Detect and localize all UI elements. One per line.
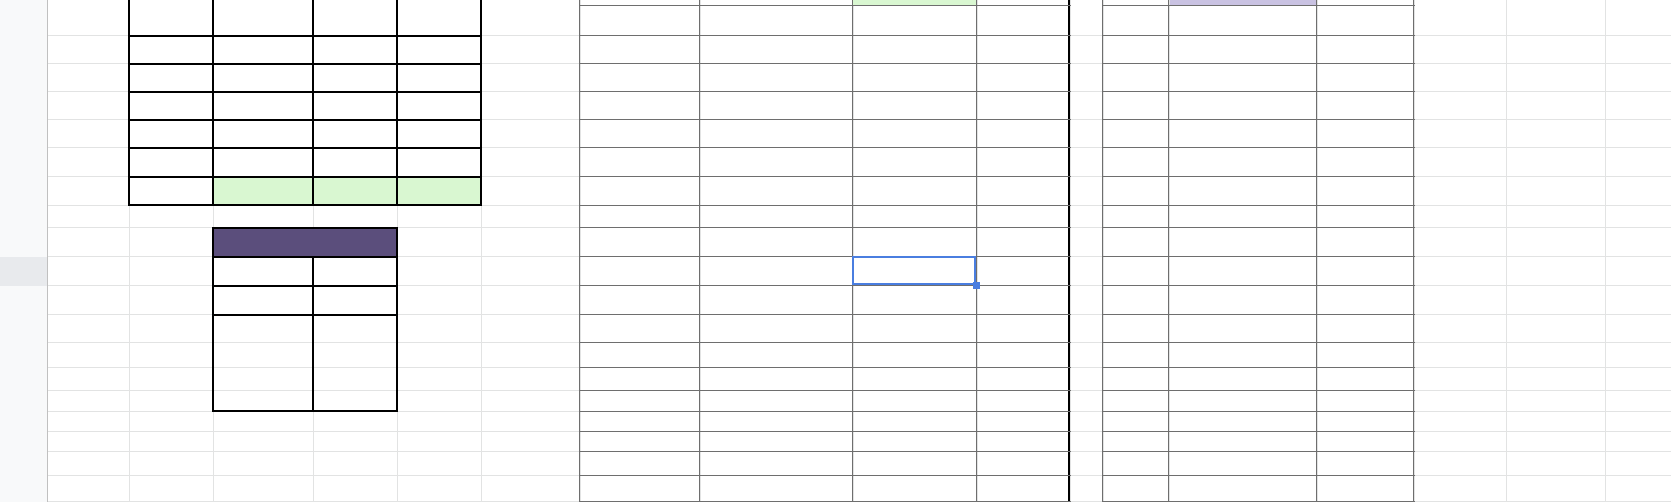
ufo-date[interactable] [1318, 286, 1414, 315]
ufo-name[interactable] [1172, 92, 1316, 120]
ufo-date[interactable] [1318, 64, 1414, 92]
ufo-date[interactable] [1318, 476, 1414, 502]
month-label[interactable] [133, 36, 211, 64]
ufo-date[interactable] [1318, 36, 1414, 64]
row-number[interactable] [0, 391, 47, 412]
project-number[interactable] [581, 286, 699, 315]
project-name[interactable] [705, 0, 851, 36]
project-date[interactable] [978, 368, 1069, 391]
project-table-border [579, 0, 580, 502]
ufo-date[interactable] [1318, 228, 1414, 257]
signature-text[interactable] [133, 452, 453, 476]
project-date[interactable] [978, 64, 1069, 92]
ufo-number[interactable] [1104, 315, 1168, 343]
ufo-status[interactable] [1419, 343, 1669, 368]
project-category[interactable] [854, 432, 976, 452]
ufo-date[interactable] [1318, 315, 1414, 343]
project-number[interactable] [581, 432, 699, 452]
project-date[interactable] [978, 257, 1069, 286]
ufo-date[interactable] [1318, 343, 1414, 368]
project-table-border [852, 0, 853, 502]
row-number[interactable] [0, 120, 47, 148]
row-number[interactable] [0, 36, 47, 64]
ufo-status[interactable] [1419, 286, 1669, 315]
ufo-date[interactable] [1318, 206, 1414, 228]
row-number[interactable] [0, 412, 47, 432]
project-name[interactable] [705, 476, 851, 502]
ufo-date[interactable] [1318, 257, 1414, 286]
ufo-name[interactable] [1172, 368, 1316, 391]
project-name[interactable] [705, 315, 851, 343]
row-number[interactable] [0, 92, 47, 120]
ufo-status[interactable] [1419, 228, 1669, 257]
ufo-number[interactable] [1104, 368, 1168, 391]
ufo-name[interactable] [1172, 148, 1316, 177]
row-number[interactable] [0, 343, 47, 368]
row-number[interactable] [0, 177, 47, 206]
ufo-number[interactable] [1104, 148, 1168, 177]
ufo-number[interactable] [1104, 391, 1168, 412]
ufo-name[interactable] [1172, 120, 1316, 148]
project-name[interactable] [705, 120, 851, 148]
ufo-date[interactable] [1318, 452, 1414, 476]
ufo-status[interactable] [1419, 92, 1669, 120]
month-count[interactable] [399, 64, 479, 92]
project-date[interactable] [978, 206, 1069, 228]
row-number[interactable] [0, 476, 47, 502]
ufo-number[interactable] [1104, 432, 1168, 452]
month-label[interactable] [315, 36, 395, 64]
project-number[interactable] [581, 315, 699, 343]
project-name[interactable] [705, 412, 851, 432]
project-number[interactable] [581, 412, 699, 432]
project-name[interactable] [705, 177, 851, 206]
row-number[interactable] [0, 432, 47, 452]
project-number[interactable] [581, 64, 699, 92]
project-number[interactable] [581, 36, 699, 64]
ufo-name[interactable] [1172, 286, 1316, 315]
month-count[interactable] [215, 64, 311, 92]
project-name[interactable] [705, 206, 851, 228]
ufo-status[interactable] [1419, 391, 1669, 412]
month-count[interactable] [399, 36, 479, 64]
project-name[interactable] [705, 148, 851, 177]
project-number[interactable] [581, 476, 699, 502]
project-date[interactable] [978, 148, 1069, 177]
gridline-vertical [700, 0, 701, 502]
subtotal-left[interactable] [215, 148, 311, 177]
ufo-status[interactable] [1419, 368, 1669, 391]
ufo-status[interactable] [1419, 257, 1669, 286]
ufo-name[interactable] [1172, 412, 1316, 432]
ufo-name[interactable] [1172, 315, 1316, 343]
project-category[interactable] [854, 412, 976, 432]
ufo-date[interactable] [1318, 368, 1414, 391]
project-category[interactable] [854, 228, 976, 257]
ufo-status[interactable] [1419, 412, 1669, 432]
finished-value[interactable] [313, 286, 397, 315]
project-date[interactable] [978, 286, 1069, 315]
ufo-name[interactable] [1172, 257, 1316, 286]
ufo-status[interactable] [1419, 315, 1669, 343]
ufo-number[interactable] [1104, 476, 1168, 502]
project-category[interactable] [854, 148, 976, 177]
project-category[interactable] [854, 64, 976, 92]
project-name[interactable] [705, 452, 851, 476]
row-number[interactable] [0, 315, 47, 343]
project-category[interactable] [854, 391, 976, 412]
row-number[interactable] [0, 64, 47, 92]
project-category[interactable] [854, 36, 976, 64]
phd-border [212, 410, 398, 412]
month-label[interactable] [315, 0, 395, 36]
row-number[interactable] [0, 286, 47, 315]
project-name[interactable] [705, 36, 851, 64]
project-date[interactable] [978, 120, 1069, 148]
row-number[interactable] [0, 228, 47, 257]
project-name[interactable] [705, 92, 851, 120]
project-number[interactable] [581, 92, 699, 120]
project-date[interactable] [978, 452, 1069, 476]
project-category[interactable] [854, 177, 976, 206]
ufo-name[interactable] [1172, 177, 1316, 206]
project-date[interactable] [978, 92, 1069, 120]
project-name[interactable] [705, 432, 851, 452]
ufo-number[interactable] [1104, 286, 1168, 315]
ufo-name[interactable] [1172, 228, 1316, 257]
ufo-number[interactable] [1104, 120, 1168, 148]
project-number[interactable] [581, 0, 699, 36]
ufo-number[interactable] [1104, 64, 1168, 92]
project-date[interactable] [978, 36, 1069, 64]
project-category[interactable] [854, 92, 976, 120]
project-category[interactable] [854, 206, 976, 228]
project-number[interactable] [581, 391, 699, 412]
project-name[interactable] [705, 257, 851, 286]
month-count[interactable] [215, 120, 311, 148]
month-count[interactable] [215, 0, 311, 36]
ufo-status[interactable] [1419, 476, 1669, 502]
ufo-name[interactable] [1172, 391, 1316, 412]
month-count[interactable] [215, 92, 311, 120]
row-number[interactable] [0, 148, 47, 177]
ufo-table-border [1102, 0, 1103, 502]
month-count[interactable] [399, 0, 479, 36]
project-category[interactable] [854, 315, 976, 343]
project-category[interactable] [854, 452, 976, 476]
ufo-number[interactable] [1104, 0, 1168, 36]
project-name[interactable] [705, 368, 851, 391]
month-label[interactable] [133, 0, 211, 36]
ufo-status[interactable] [1419, 177, 1669, 206]
project-date[interactable] [978, 228, 1069, 257]
project-date[interactable] [978, 315, 1069, 343]
month-label[interactable] [133, 64, 211, 92]
ufo-table-border [1316, 0, 1317, 502]
project-name[interactable] [705, 343, 851, 368]
left-label[interactable] [213, 364, 313, 388]
project-table-border [699, 0, 700, 502]
total-value[interactable] [399, 177, 479, 206]
ufo-name[interactable] [1172, 452, 1316, 476]
selection-handle[interactable] [973, 282, 980, 289]
ufo-number[interactable] [1104, 36, 1168, 64]
month-count[interactable] [215, 36, 311, 64]
ufo-number[interactable] [1104, 452, 1168, 476]
month-count[interactable] [399, 120, 479, 148]
project-category[interactable] [854, 343, 976, 368]
ufo-date[interactable] [1318, 177, 1414, 206]
ufo-date[interactable] [1318, 432, 1414, 452]
project-date[interactable] [978, 476, 1069, 502]
project-name[interactable] [705, 286, 851, 315]
ufo-status[interactable] [1419, 452, 1669, 476]
left-value[interactable] [313, 350, 397, 378]
month-label[interactable] [315, 64, 395, 92]
ufo-status[interactable] [1419, 432, 1669, 452]
ufo-name[interactable] [1172, 64, 1316, 92]
gridline-vertical [1169, 0, 1170, 502]
left-label[interactable] [213, 316, 313, 340]
row-number[interactable] [0, 206, 47, 228]
ufo-date[interactable] [1318, 92, 1414, 120]
project-number[interactable] [581, 228, 699, 257]
ufo-number[interactable] [1104, 177, 1168, 206]
project-name[interactable] [705, 228, 851, 257]
project-name[interactable] [705, 64, 851, 92]
ufo-number[interactable] [1104, 206, 1168, 228]
ufo-name[interactable] [1172, 476, 1316, 502]
project-category[interactable] [854, 286, 976, 315]
project-number[interactable] [581, 343, 699, 368]
project-date[interactable] [978, 412, 1069, 432]
phd-title[interactable] [213, 228, 397, 257]
month-label[interactable] [315, 92, 395, 120]
ufo-name[interactable] [1172, 36, 1316, 64]
project-number[interactable] [581, 452, 699, 476]
project-category[interactable] [854, 120, 976, 148]
project-number[interactable] [581, 177, 699, 206]
total-label[interactable] [131, 177, 213, 206]
goal-label[interactable] [217, 257, 311, 286]
project-category[interactable] [854, 0, 976, 36]
ufo-number[interactable] [1104, 343, 1168, 368]
project-date[interactable] [978, 177, 1069, 206]
ufo-date[interactable] [1318, 412, 1414, 432]
ufo-number[interactable] [1104, 257, 1168, 286]
project-name[interactable] [705, 391, 851, 412]
month-count[interactable] [399, 92, 479, 120]
ufo-date[interactable] [1318, 391, 1414, 412]
project-number[interactable] [581, 257, 699, 286]
gridline-vertical [1070, 0, 1071, 502]
month-label[interactable] [315, 120, 395, 148]
project-date[interactable] [978, 391, 1069, 412]
ufo-status[interactable] [1419, 206, 1669, 228]
project-date[interactable] [978, 0, 1069, 36]
month-label[interactable] [133, 92, 211, 120]
ufo-date[interactable] [1318, 120, 1414, 148]
project-table-border [976, 0, 977, 502]
project-number[interactable] [581, 206, 699, 228]
ufo-status[interactable] [1419, 0, 1669, 36]
project-number[interactable] [581, 368, 699, 391]
ufo-name[interactable] [1172, 432, 1316, 452]
row-number[interactable] [0, 452, 47, 476]
month-label[interactable] [133, 120, 211, 148]
project-category[interactable] [854, 476, 976, 502]
finished-label[interactable] [217, 286, 311, 315]
project-number[interactable] [581, 120, 699, 148]
ufo-status[interactable] [1419, 64, 1669, 92]
left-label[interactable] [213, 340, 313, 364]
ufo-number[interactable] [1104, 412, 1168, 432]
ufo-number[interactable] [1104, 92, 1168, 120]
selected-cell[interactable] [852, 256, 976, 285]
ufo-date[interactable] [1318, 148, 1414, 177]
row-number[interactable] [0, 0, 47, 36]
ufo-status[interactable] [1419, 148, 1669, 177]
goal-value[interactable] [313, 257, 397, 286]
ufo-table-border [1168, 0, 1169, 502]
ufo-name[interactable] [1172, 0, 1316, 36]
ufo-status[interactable] [1419, 120, 1669, 148]
row-number[interactable] [0, 368, 47, 391]
project-date[interactable] [978, 432, 1069, 452]
project-number[interactable] [581, 148, 699, 177]
gridline-vertical [1414, 0, 1415, 502]
ufo-name[interactable] [1172, 206, 1316, 228]
subtotal-right[interactable] [399, 148, 479, 177]
ufo-date[interactable] [1318, 0, 1414, 36]
project-category[interactable] [854, 368, 976, 391]
row-number[interactable] [0, 257, 47, 286]
ufo-status[interactable] [1419, 36, 1669, 64]
project-date[interactable] [978, 343, 1069, 368]
ufo-number[interactable] [1104, 228, 1168, 257]
ufo-name[interactable] [1172, 343, 1316, 368]
